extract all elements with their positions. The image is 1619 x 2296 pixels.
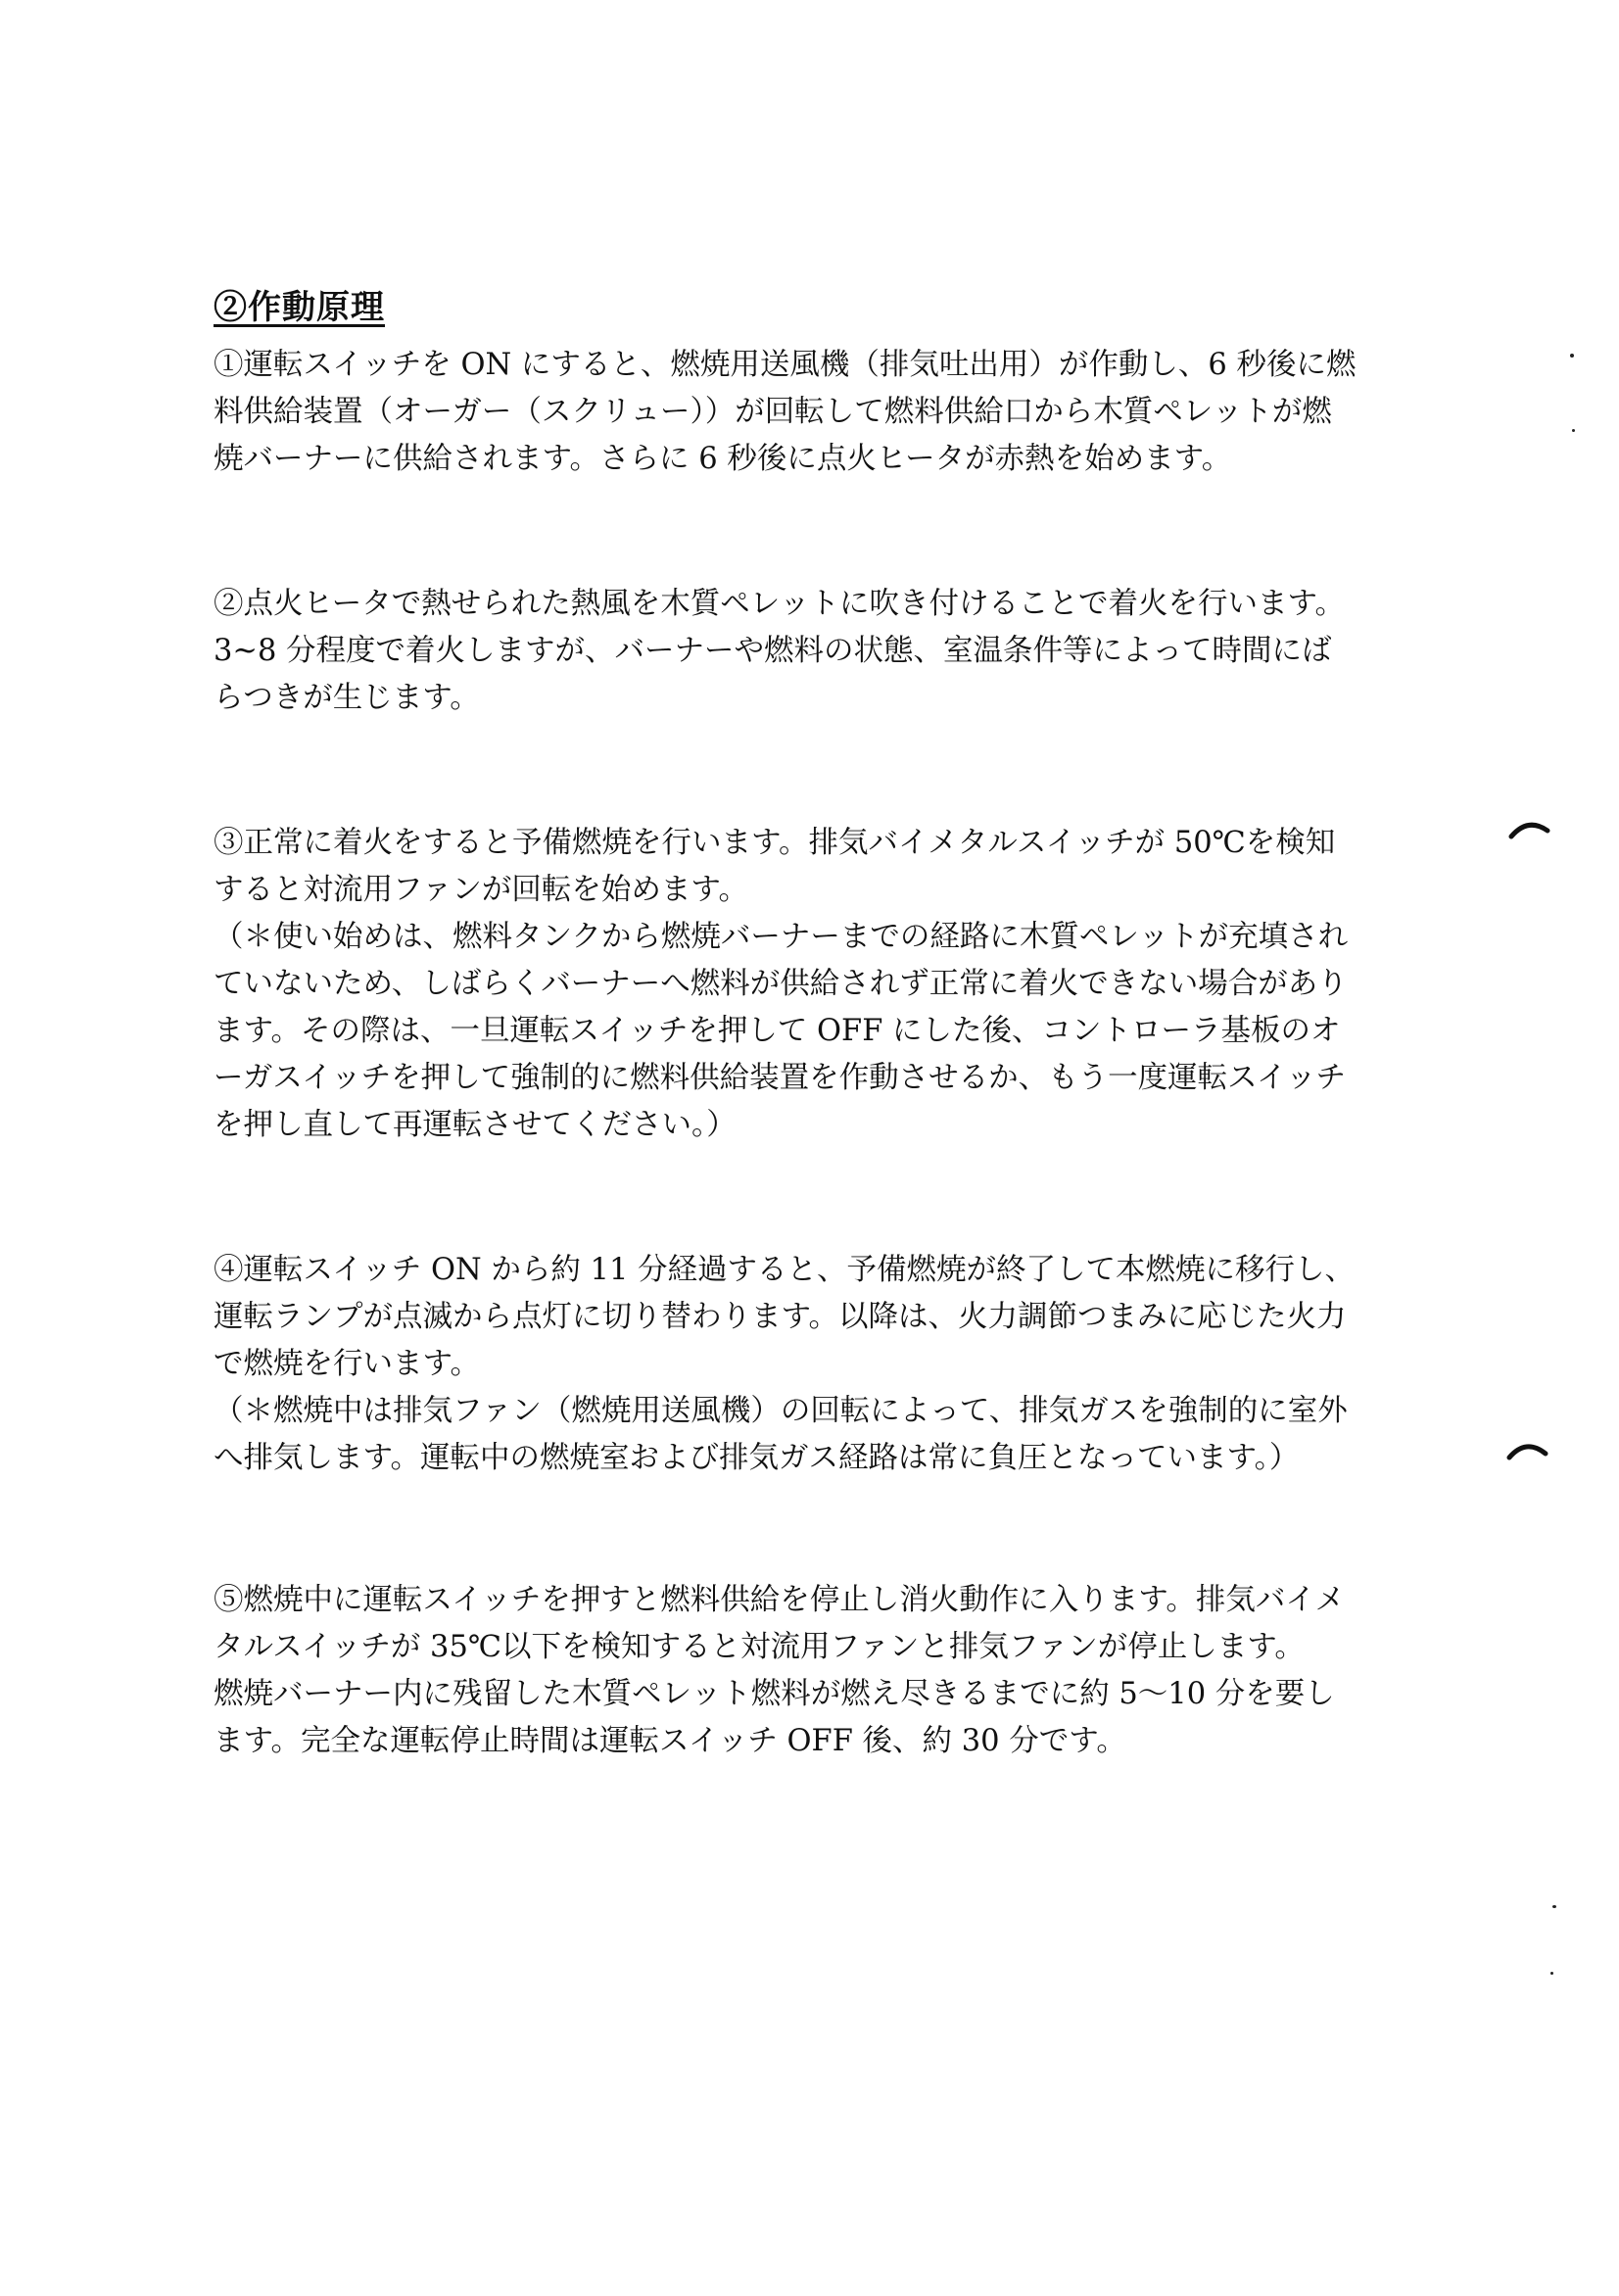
paragraph-line: ます。完全な運転停止時間は運転スイッチ OFF 後、約 30 分です。 [214,1724,1126,1758]
paragraph-step-1 [214,342,1408,483]
paragraph-step-3 [214,820,1408,1149]
paragraph-line: ③正常に着火をすると予備燃焼を行います。排気バイメタルスイッチが 50℃を検知 [214,826,1336,860]
section-heading: ②作動原理 [214,288,385,327]
paragraph-line: 料供給装置（オーガー（スクリュー））が回転して燃料供給口から木質ペレットが燃 [214,395,1332,429]
paragraph-line: ④運転スイッチ ON から約 11 分経過すると、予備燃焼が終了して本燃焼に移行し、 [214,1253,1356,1287]
scan-speck [1570,354,1574,358]
paragraph-line: へ排気します。運転中の燃焼室および排気ガス経路は常に負圧となっています。） [214,1441,1300,1475]
paragraph-step-4 [214,1247,1408,1482]
paragraph-step-2 [214,581,1408,722]
paragraph-line: らつきが生じます。 [214,681,480,715]
paragraph-line: 焼バーナーに供給されます。さらに 6 秒後に点火ヒータが赤熱を始めます。 [214,442,1232,476]
paragraph-line: 運転ランプが点滅から点灯に切り替わります。以降は、火力調節つまみに応じた火力 [214,1300,1347,1334]
scan-speck [1550,1972,1553,1975]
paragraph-line: ていないため、しばらくバーナーへ燃料が供給されず正常に着火できない場合があり [214,967,1348,1001]
paragraph-line: （＊燃焼中は排気ファン（燃焼用送風機）の回転によって、排気ガスを強制的に室外 [214,1394,1348,1428]
scan-arc-mark [1506,1436,1549,1461]
scan-speck [1552,1905,1556,1908]
paragraph-line: で燃焼を行います。 [214,1347,481,1381]
paragraph-line: を押し直して再運転させてください。） [214,1108,737,1142]
paragraph-step-5 [214,1577,1408,1765]
paragraph-line: 燃焼バーナー内に残留した木質ペレット燃料が燃え尽きるまでに約 5～10 分を要し [214,1677,1335,1711]
paragraph-line: （＊使い始めは、燃料タンクから燃焼バーナーまでの経路に木質ペレットが充填され [214,920,1349,954]
scan-arc-mark [1508,815,1551,840]
paragraph-line: ます。その際は、一旦運転スイッチを押して OFF にした後、コントローラ基板のオ [214,1014,1341,1048]
paragraph-line: タルスイッチが 35℃以下を検知すると対流用ファンと排気ファンが停止します。 [214,1630,1305,1664]
paragraph-line: 3~8 分程度で着火しますが、バーナーや燃料の状態、室温条件等によって時間にば [214,634,1332,668]
scan-speck [1572,429,1575,432]
paragraph-line: ②点火ヒータで熱せられた熱風を木質ペレットに吹き付けることで着火を行います。 [214,587,1346,621]
paragraph-line: ーガスイッチを押して強制的に燃料供給装置を作動させるか、もう一度運転スイッチ [214,1061,1346,1095]
paragraph-line: ⑤燃焼中に運転スイッチを押すと燃料供給を停止し消火動作に入ります。排気バイメ [214,1583,1346,1617]
paragraph-line: すると対流用ファンが回転を始めます。 [214,873,748,907]
paragraph-line: ①運転スイッチを ON にすると、燃焼用送風機（排気吐出用）が作動し、6 秒後に燃 [214,348,1357,382]
